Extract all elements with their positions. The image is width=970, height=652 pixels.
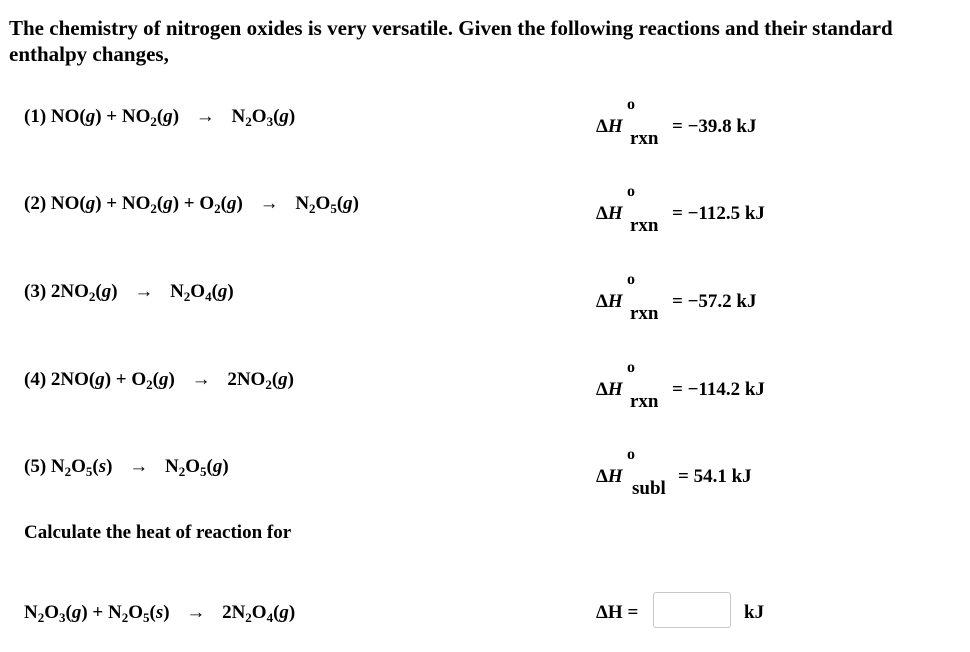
standard-degree-mark: o <box>627 96 635 113</box>
delta-h-symbol: ΔH <box>596 116 623 137</box>
reaction-arrow: → <box>134 281 154 302</box>
reaction-5-enthalpy <box>596 448 796 508</box>
standard-degree-mark: o <box>627 271 635 288</box>
enthalpy-value: = 54.1 kJ <box>678 466 752 487</box>
enthalpy-subscript: rxn <box>630 303 659 324</box>
answer-unit: kJ <box>744 602 765 623</box>
reaction-4-equation: (4) $2NO(g) + O_2(g) \to 2NO_2(g)$ <box>24 369 294 392</box>
delta-h-symbol: ΔH <box>596 379 623 400</box>
target-reaction-equation: $N_2O_3(g) + N_2O_5(s) \to 2N_2O_4(g)$ <box>24 602 296 625</box>
delta-h-symbol: ΔH <box>596 291 623 312</box>
reaction-1-equation: (1) $NO(g) + NO_2(g) \to N_2O_3(g)$ <box>24 106 296 129</box>
reaction-5-number: (5) <box>24 456 47 477</box>
reaction-arrow: → <box>195 106 215 127</box>
standard-degree-mark: o <box>627 183 635 200</box>
problem-intro: The chemistry of nitrogen oxides is very versatile. Given the following reactions and their standard enthalpy changes, <box>9 16 893 66</box>
enthalpy-subscript: rxn <box>630 215 659 236</box>
reaction-1-number: (1) <box>24 106 47 127</box>
reaction-arrow: → <box>259 193 279 214</box>
reaction-2-enthalpy <box>596 185 796 245</box>
delta-h-symbol: ΔH <box>596 466 623 487</box>
reaction-3-number: (3) <box>24 281 47 302</box>
reaction-5-equation: (5) $N_2O_5(s) \to N_2O_5(g)$ <box>24 456 229 479</box>
enthalpy-value: = −57.2 kJ <box>672 291 757 312</box>
enthalpy-subscript: rxn <box>630 128 659 149</box>
reaction-arrow: → <box>186 602 206 623</box>
delta-h-symbol: ΔH <box>596 203 623 224</box>
reaction-3-enthalpy <box>596 273 796 333</box>
enthalpy-value: = −112.5 kJ <box>672 203 765 224</box>
enthalpy-subscript: subl <box>632 478 666 499</box>
reaction-2-number: (2) <box>24 193 47 214</box>
answer-input[interactable] <box>653 592 731 628</box>
reaction-3-equation: (3) $2NO_2(g) \to N_2O_4(g)$ <box>24 281 234 304</box>
reaction-arrow: → <box>129 456 149 477</box>
standard-degree-mark: o <box>627 446 635 463</box>
answer-label: ΔH = <box>596 602 639 623</box>
calculate-prompt: Calculate the heat of reaction for <box>24 522 292 543</box>
reaction-2-equation: (2) $NO(g) + NO_2(g) + O_2(g) \to N_2O_5(g)$ <box>24 193 359 216</box>
reaction-arrow: → <box>191 369 211 390</box>
enthalpy-subscript: rxn <box>630 391 659 412</box>
standard-degree-mark: o <box>627 359 635 376</box>
reaction-4-enthalpy <box>596 361 796 421</box>
enthalpy-value: = −39.8 kJ <box>672 116 757 137</box>
reaction-1-enthalpy <box>596 98 796 158</box>
enthalpy-value: = −114.2 kJ <box>672 379 765 400</box>
reaction-4-number: (4) <box>24 369 47 390</box>
